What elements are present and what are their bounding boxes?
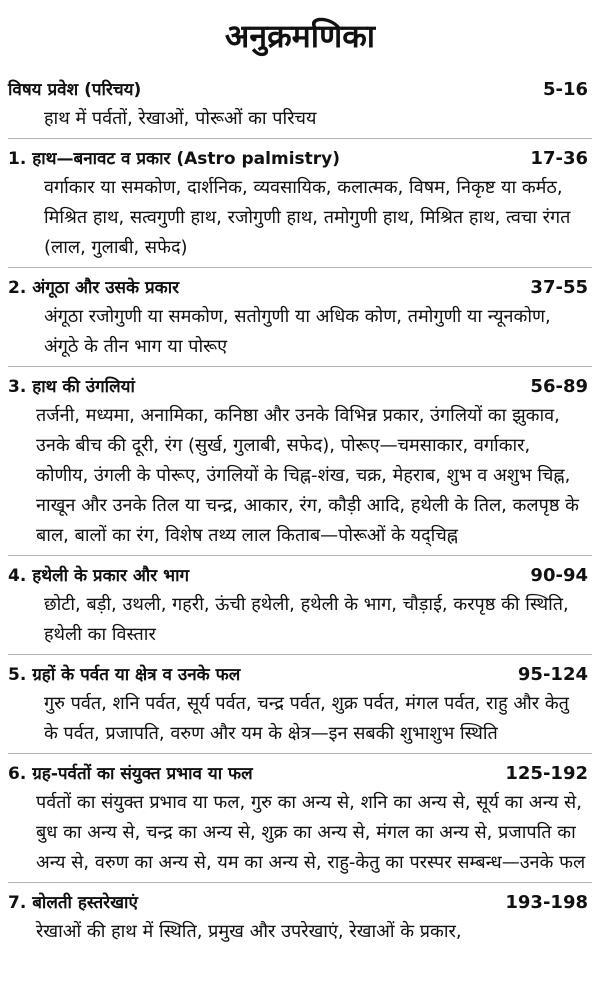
entry-heading: 6. ग्रह-पर्वतों का संयुक्त प्रभाव या फल bbox=[8, 764, 253, 784]
entry-description: पर्वतों का संयुक्त प्रभाव या फल, गुरु का अन्य से, शनि का अन्य से, सूर्य का अन्य से, बुध का अन्य से, चन्द्र का अन्य से, शुक्र का अन्य से, मंगल का अन्य से, प्रजापति का अन्य से, वरुण का अन्य से, यम का अन्य से, राहु-केतु का परस्पर सम्बन्ध—उनके फल bbox=[36, 792, 586, 873]
entry-pages: 56-89 bbox=[530, 376, 588, 397]
entry-heading: 1. हाथ—बनावट व प्रकार (Astro palmistry) bbox=[8, 149, 340, 169]
divider bbox=[8, 753, 592, 754]
entry-pages: 193-198 bbox=[505, 892, 588, 913]
entry-heading-row bbox=[8, 889, 592, 917]
entry-heading-row bbox=[8, 76, 592, 104]
toc-entry-6 bbox=[8, 760, 592, 878]
entry-pages: 17-36 bbox=[530, 148, 588, 169]
toc-entry-intro bbox=[8, 76, 592, 134]
page-title: अनुक्रमणिका bbox=[224, 17, 376, 55]
entry-heading-row bbox=[8, 274, 592, 302]
entry-pages: 37-55 bbox=[530, 277, 588, 298]
entry-description: रेखाओं की हाथ में स्थिति, प्रमुख और उपरेखाएं, रेखाओं के प्रकार, bbox=[36, 921, 462, 942]
toc-entry-2 bbox=[8, 274, 592, 362]
toc-entry-1 bbox=[8, 145, 592, 263]
entry-pages: 90-94 bbox=[530, 565, 588, 586]
entry-description: गुरु पर्वत, शनि पर्वत, सूर्य पर्वत, चन्द्र पर्वत, शुक्र पर्वत, मंगल पर्वत, राहु और केतु के पर्वत, प्रजापति, वरुण और यम के क्षेत्र—इन सबकी शुभाशुभ स्थिति bbox=[44, 693, 569, 744]
entry-description: अंगूठा रजोगुणी या समकोण, सतोगुणी या अधिक कोण, तमोगुणी या न्यूनकोण, अंगूठे के तीन भाग या पोरूए bbox=[44, 306, 551, 357]
entry-heading: 7. बोलती हस्तरेखाएं bbox=[8, 893, 138, 913]
entry-pages: 125-192 bbox=[505, 763, 588, 784]
entry-heading: 2. अंगूठा और उसके प्रकार bbox=[8, 278, 180, 298]
entry-description: वर्गाकार या समकोण, दार्शनिक, व्यवसायिक, कलात्मक, विषम, निकृष्ट या कर्मठ, मिश्रित हाथ, सत्वगुणी हाथ, रजोगुणी हाथ, तमोगुणी हाथ, मिश्रित हाथ, त्वचा रंगत (लाल, गुलाबी, सफेद) bbox=[44, 177, 571, 258]
entry-heading: विषय प्रवेश (परिचय) bbox=[8, 80, 142, 100]
entry-heading-row bbox=[8, 562, 592, 590]
divider bbox=[8, 882, 592, 883]
toc-entry-3 bbox=[8, 373, 592, 551]
entry-description: हाथ में पर्वतों, रेखाओं, पोरूओं का परिचय bbox=[44, 108, 317, 129]
divider bbox=[8, 138, 592, 139]
entry-heading-row bbox=[8, 661, 592, 689]
entry-heading-row bbox=[8, 145, 592, 173]
entry-pages: 5-16 bbox=[542, 79, 588, 100]
entry-heading: 3. हाथ की उंगलियां bbox=[8, 377, 135, 397]
toc-entry-5 bbox=[8, 661, 592, 749]
entry-description: तर्जनी, मध्यमा, अनामिका, कनिष्ठा और उनके विभिन्न प्रकार, उंगलियों का झुकाव, उनके बीच की दूरी, रंग (सुर्ख, गुलाबी, सफेद), पोरूए—चमसाकार, वर्गाकार, कोणीय, उंगली के पोरूए, उंगलियों के चिह्न-शंख, चक्र, मेहराब, शुभ व अशुभ चिह्न, नाखून और उनके तिल या चन्द्र, आकार, रंग, कौड़ी आदि, हथेली के तिल, कलपृष्ठ के बाल, बालों का रंग, विशेष तथ्य लाल किताब—पोरूओं के यद्चिह्न bbox=[36, 405, 579, 546]
entry-heading-row bbox=[8, 373, 592, 401]
divider bbox=[8, 366, 592, 367]
toc-entry-4 bbox=[8, 562, 592, 650]
divider bbox=[8, 654, 592, 655]
entry-heading: 5. ग्रहों के पर्वत या क्षेत्र व उनके फल bbox=[8, 665, 241, 685]
divider bbox=[8, 555, 592, 556]
toc-entry-7 bbox=[8, 889, 592, 947]
divider bbox=[8, 267, 592, 268]
entry-heading: 4. हथेली के प्रकार और भाग bbox=[8, 566, 190, 586]
entry-pages: 95-124 bbox=[517, 664, 588, 685]
entry-description: छोटी, बड़ी, उथली, गहरी, ऊंची हथेली, हथेली के भाग, चौड़ाई, करपृष्ठ की स्थिति, हथेली का विस्तार bbox=[44, 594, 569, 645]
entry-heading-row bbox=[8, 760, 592, 788]
